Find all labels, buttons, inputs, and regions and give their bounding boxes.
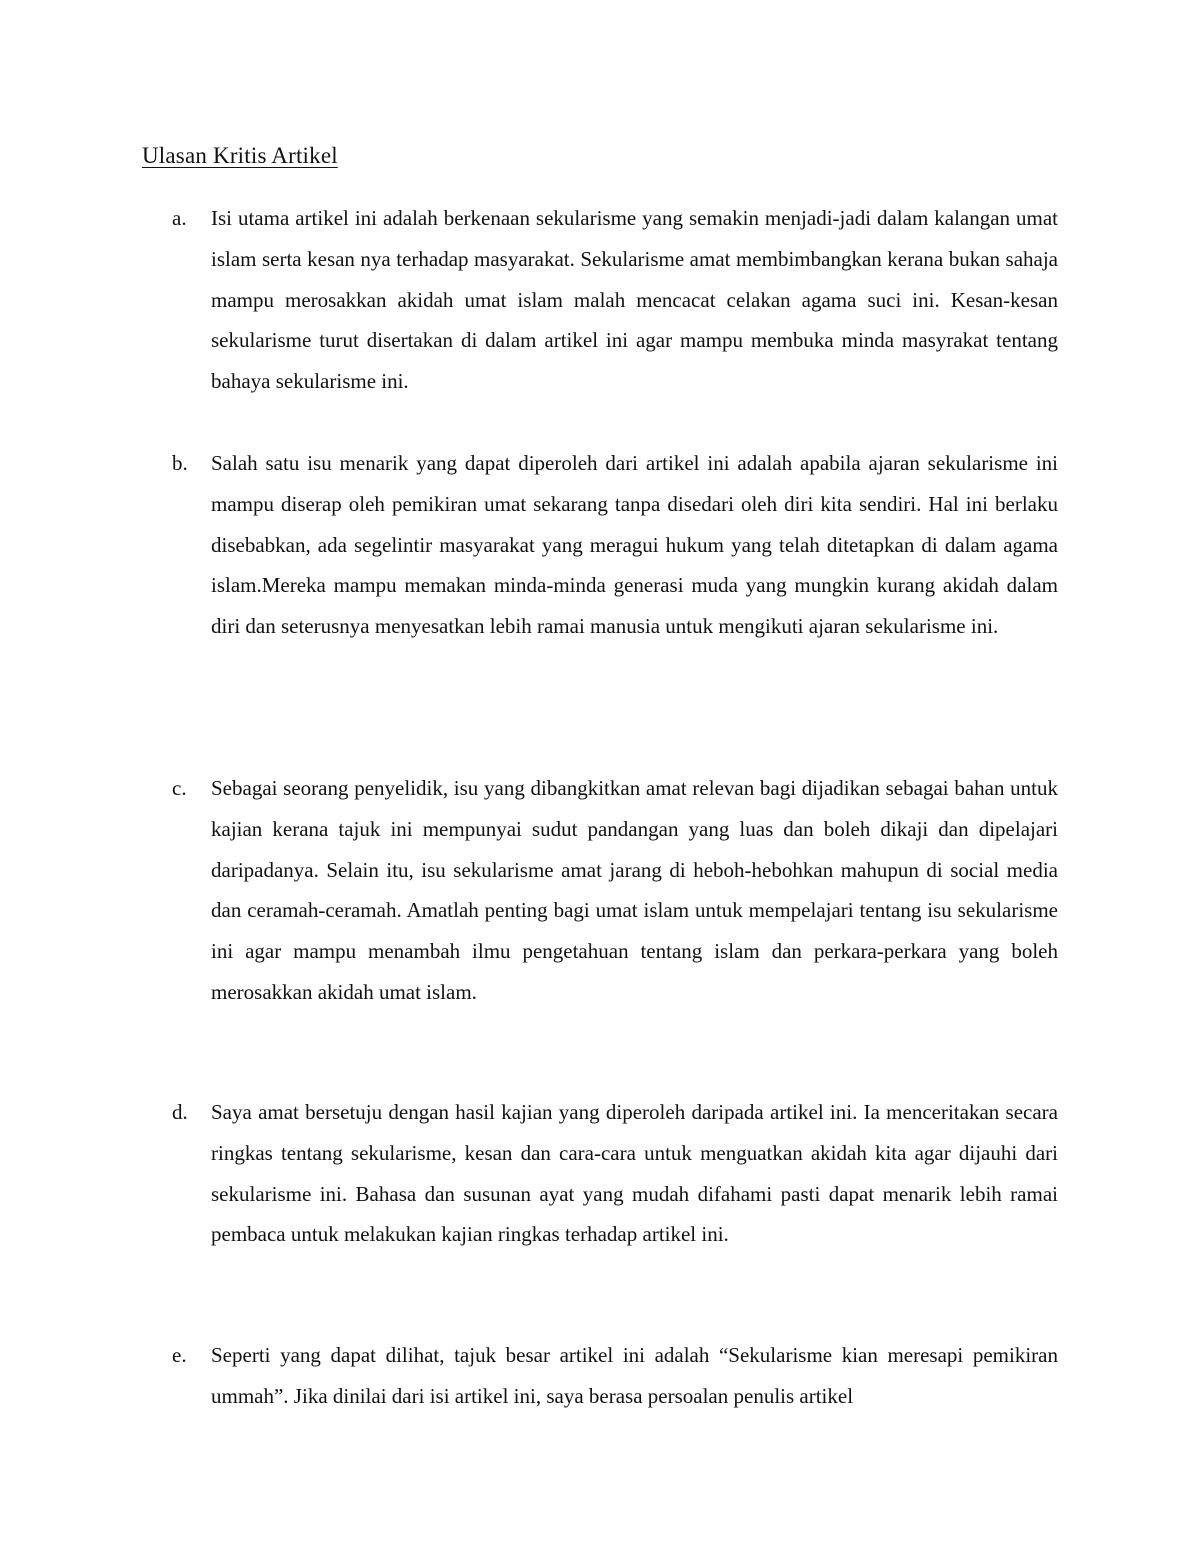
page-title: Ulasan Kritis Artikel	[142, 143, 338, 168]
list-item-text: Saya amat bersetuju dengan hasil kajian yang diperoleh daripada artikel ini. Ia menceritakan secara ringkas tentang sekularisme, kesan dan cara-cara untuk menguatkan akidah kita agar dijauhi dari sekularisme ini. Bahasa dan susunan ayat yang mudah difahami pasti dapat menarik lebih ramai pembaca untuk melakukan kajian ringkas terhadap artikel ini.	[211, 1100, 1058, 1247]
list-marker: c.	[172, 776, 187, 800]
list-item	[172, 1335, 1058, 1417]
list-item	[172, 443, 1058, 647]
list-item	[172, 1092, 1058, 1255]
list-marker: e.	[172, 1343, 187, 1367]
list-marker: b.	[172, 451, 188, 475]
list-marker: a.	[172, 206, 187, 230]
list-item	[172, 198, 1058, 402]
list-marker: d.	[172, 1100, 188, 1124]
list-item-text: Isi utama artikel ini adalah berkenaan sekularisme yang semakin menjadi-jadi dalam kalangan umat islam serta kesan nya terhadap masyarakat. Sekularisme amat membimbangkan kerana bukan sahaja mampu merosakkan akidah umat islam malah mencacat celakan agama suci ini. Kesan-kesan sekularisme turut disertakan di dalam artikel ini agar mampu membuka minda masyrakat tentang bahaya sekularisme ini.	[211, 206, 1058, 394]
list-item	[172, 768, 1058, 1013]
list-item-text: Salah satu isu menarik yang dapat diperoleh dari artikel ini adalah apabila ajaran sekularisme ini mampu diserap oleh pemikiran umat sekarang tanpa disedari oleh diri kita sendiri. Hal ini berlaku disebabkan, ada segelintir masyarakat yang meragui hukum yang telah ditetapkan di dalam agama islam.Mereka mampu memakan minda-minda generasi muda yang mungkin kurang akidah dalam diri dan seterusnya menyesatkan lebih ramai manusia untuk mengikuti ajaran sekularisme ini.	[211, 451, 1058, 639]
list-item-text: Sebagai seorang penyelidik, isu yang dibangkitkan amat relevan bagi dijadikan sebagai bahan untuk kajian kerana tajuk ini mempunyai sudut pandangan yang luas dan boleh dikaji dan dipelajari daripadanya. Selain itu, isu sekularisme amat jarang di heboh-hebohkan mahupun di social media dan ceramah-ceramah. Amatlah penting bagi umat islam untuk mempelajari tentang isu sekularisme ini agar mampu menambah ilmu pengetahuan tentang islam dan perkara-perkara yang boleh merosakkan akidah umat islam.	[211, 776, 1058, 1004]
list-item-text: Seperti yang dapat dilihat, tajuk besar artikel ini adalah “Sekularisme kian meresapi pemikiran ummah”. Jika dinilai dari isi artikel ini, saya berasa persoalan penulis artikel	[211, 1343, 1058, 1408]
